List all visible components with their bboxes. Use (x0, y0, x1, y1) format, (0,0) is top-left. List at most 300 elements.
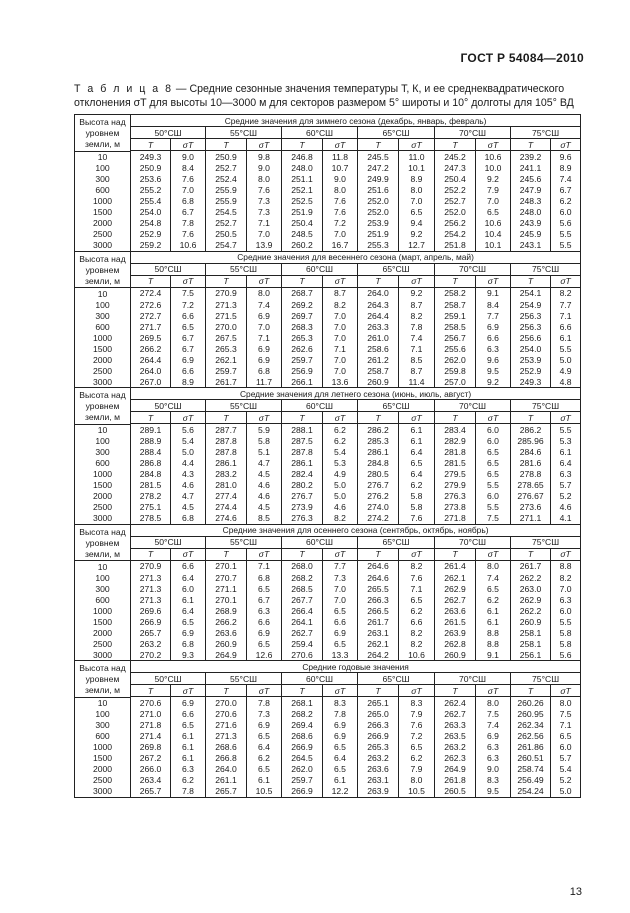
sigma-symbol: σT (399, 685, 435, 697)
sigma-cell: 6.6 (171, 561, 206, 573)
temperature-cell: 270.6 (131, 697, 171, 709)
sigma-symbol: σT (476, 685, 511, 697)
sigma-cell: 6.9 (247, 627, 282, 638)
altitude-cell: 1000 (75, 332, 131, 343)
table-row (75, 469, 581, 480)
temperature-cell: 271.8 (131, 720, 171, 731)
sigma-cell: 6.6 (247, 616, 282, 627)
table-row (75, 502, 581, 513)
sigma-cell: 7.0 (399, 196, 435, 207)
sigma-cell: 5.0 (171, 447, 206, 458)
temperature-cell: 278.2 (131, 491, 171, 502)
temperature-cell: 271.3 (206, 299, 247, 310)
temperature-cell: 255.9 (206, 185, 247, 196)
sigma-cell: 6.6 (171, 709, 206, 720)
table-row (75, 229, 581, 240)
sigma-symbol: σT (476, 139, 511, 151)
temperature-cell: 247.3 (435, 163, 476, 174)
temperature-cell: 279.9 (435, 480, 476, 491)
temperature-cell: 287.8 (206, 447, 247, 458)
sigma-cell: 7.0 (323, 365, 358, 376)
sigma-cell: 4.3 (171, 469, 206, 480)
altitude-cell: 3000 (75, 649, 131, 661)
temperature-cell: 252.4 (206, 174, 247, 185)
sigma-cell: 5.0 (323, 491, 358, 502)
temperature-cell: 266.9 (358, 731, 399, 742)
sigma-cell: 6.5 (247, 638, 282, 649)
temperature-cell: 258.74 (511, 764, 551, 775)
table-row (75, 697, 581, 709)
temperature-cell: 265.3 (282, 332, 323, 343)
temperature-cell: 261.7 (511, 561, 551, 573)
sigma-cell: 6.5 (551, 731, 581, 742)
latitude-header: 60°СШ (282, 536, 358, 548)
sigma-cell: 6.3 (476, 753, 511, 764)
sigma-cell: 8.2 (399, 627, 435, 638)
latitude-header: 55°СШ (206, 673, 282, 685)
sigma-cell: 8.4 (476, 299, 511, 310)
temperature-cell: 268.2 (282, 572, 323, 583)
temperature-cell: 256.3 (511, 321, 551, 332)
sigma-cell: 6.0 (476, 424, 511, 436)
table-row (75, 196, 581, 207)
sigma-cell: 5.5 (476, 502, 511, 513)
altitude-cell: 100 (75, 709, 131, 720)
sigma-symbol: σT (323, 685, 358, 697)
temperature-cell: 262.8 (435, 638, 476, 649)
sigma-cell: 8.0 (323, 185, 358, 196)
altitude-cell: 2500 (75, 229, 131, 240)
temperature-cell: 255.6 (435, 343, 476, 354)
table-row (75, 775, 581, 786)
sigma-cell: 8.7 (399, 299, 435, 310)
temperature-cell: 250.5 (206, 229, 247, 240)
temperature-cell: 251.8 (435, 240, 476, 252)
temperature-cell: 260.9 (358, 376, 399, 388)
temperature-cell: 280.5 (358, 469, 399, 480)
sigma-symbol: σT (399, 275, 435, 287)
sigma-cell: 6.5 (323, 742, 358, 753)
sigma-cell: 6.6 (476, 332, 511, 343)
temperature-cell: 281.8 (435, 447, 476, 458)
temperature-cell: 252.2 (435, 185, 476, 196)
sigma-cell: 4.1 (551, 513, 581, 525)
temperature-cell: 266.3 (358, 720, 399, 731)
temperature-table (74, 114, 581, 798)
sigma-cell: 5.6 (551, 649, 581, 661)
sigma-symbol: σT (551, 548, 581, 560)
temperature-cell: 259.4 (282, 638, 323, 649)
sigma-cell: 8.0 (476, 561, 511, 573)
sigma-cell: 11.0 (399, 151, 435, 163)
temperature-cell: 262.3 (435, 753, 476, 764)
sigma-symbol: σT (399, 139, 435, 151)
sigma-cell: 9.5 (476, 365, 511, 376)
temperature-cell: 254.8 (131, 218, 171, 229)
latitude-header: 75°СШ (511, 673, 581, 685)
altitude-cell: 2000 (75, 218, 131, 229)
sigma-cell: 6.3 (476, 742, 511, 753)
altitude-cell: 10 (75, 424, 131, 436)
temperature-cell: 257.0 (435, 376, 476, 388)
sigma-cell: 6.7 (171, 332, 206, 343)
sigma-symbol: σT (171, 685, 206, 697)
sigma-cell: 6.4 (171, 605, 206, 616)
sigma-cell: 5.9 (247, 424, 282, 436)
t-symbol: T (511, 685, 551, 697)
temperature-cell: 262.0 (435, 354, 476, 365)
sigma-cell: 9.0 (323, 174, 358, 185)
sigma-cell: 6.7 (247, 594, 282, 605)
temperature-cell: 265.1 (358, 697, 399, 709)
sigma-cell: 5.8 (551, 638, 581, 649)
temperature-cell: 260.5 (435, 786, 476, 798)
temperature-cell: 274.0 (358, 502, 399, 513)
temperature-cell: 250.4 (282, 218, 323, 229)
sigma-cell: 5.1 (247, 447, 282, 458)
temperature-cell: 260.2 (282, 240, 323, 252)
latitude-header: 75°СШ (511, 127, 581, 139)
table-row (75, 376, 581, 388)
sigma-cell: 8.0 (476, 697, 511, 709)
temperature-cell: 287.8 (282, 447, 323, 458)
sigma-cell: 6.5 (476, 447, 511, 458)
altitude-header: Высота над уровнем земли, м (75, 251, 131, 288)
temperature-cell: 263.3 (435, 720, 476, 731)
sigma-cell: 7.7 (476, 310, 511, 321)
t-symbol: T (131, 548, 171, 560)
temperature-cell: 264.3 (358, 299, 399, 310)
sigma-cell: 7.0 (247, 229, 282, 240)
table-row (75, 424, 581, 436)
temperature-cell: 251.1 (282, 174, 323, 185)
sigma-cell: 7.9 (476, 185, 511, 196)
sigma-cell: 6.1 (171, 753, 206, 764)
sigma-cell: 4.8 (551, 376, 581, 388)
sigma-cell: 7.0 (551, 583, 581, 594)
temperature-cell: 266.9 (282, 786, 323, 798)
latitude-header: 60°СШ (282, 263, 358, 275)
temperature-cell: 268.1 (282, 697, 323, 709)
section-title: Средние значения для летнего сезона (июнь, июль, август) (131, 388, 581, 400)
temperature-cell: 252.9 (131, 229, 171, 240)
altitude-cell: 1000 (75, 605, 131, 616)
temperature-cell: 260.51 (511, 753, 551, 764)
t-symbol: T (358, 685, 399, 697)
temperature-cell: 261.2 (358, 354, 399, 365)
sigma-cell: 6.4 (399, 469, 435, 480)
temperature-cell: 285.96 (511, 436, 551, 447)
table-row (75, 447, 581, 458)
temperature-cell: 255.3 (358, 240, 399, 252)
symbol-row (75, 275, 581, 287)
temperature-cell: 262.9 (511, 594, 551, 605)
table-caption (74, 82, 594, 110)
temperature-cell: 266.8 (206, 753, 247, 764)
temperature-cell: 286.2 (511, 424, 551, 436)
sigma-cell: 5.4 (171, 436, 206, 447)
altitude-cell: 100 (75, 299, 131, 310)
sigma-cell: 4.6 (551, 502, 581, 513)
sigma-cell: 5.7 (551, 480, 581, 491)
sigma-cell: 16.7 (323, 240, 358, 252)
temperature-cell: 275.1 (131, 502, 171, 513)
sigma-cell: 6.8 (171, 513, 206, 525)
temperature-cell: 249.3 (511, 376, 551, 388)
latitude-header: 60°СШ (282, 400, 358, 412)
t-symbol: T (131, 412, 171, 424)
t-symbol: T (358, 139, 399, 151)
latitude-header: 65°СШ (358, 400, 435, 412)
altitude-cell: 3000 (75, 240, 131, 252)
symbol-row (75, 139, 581, 151)
temperature-cell: 263.6 (206, 627, 247, 638)
temperature-cell: 245.5 (358, 151, 399, 163)
t-symbol: T (435, 548, 476, 560)
table-row (75, 786, 581, 798)
sigma-cell: 7.6 (247, 185, 282, 196)
table-row (75, 764, 581, 775)
temperature-cell: 284.8 (358, 458, 399, 469)
sigma-cell: 8.2 (323, 513, 358, 525)
t-symbol: T (511, 275, 551, 287)
latitude-header: 55°СШ (206, 400, 282, 412)
sigma-cell: 6.5 (171, 616, 206, 627)
sigma-cell: 6.1 (476, 605, 511, 616)
temperature-cell: 250.4 (435, 174, 476, 185)
altitude-cell: 1500 (75, 753, 131, 764)
table-row (75, 163, 581, 174)
altitude-cell: 3000 (75, 786, 131, 798)
temperature-cell: 288.4 (131, 447, 171, 458)
temperature-cell: 278.8 (511, 469, 551, 480)
latitude-row (75, 400, 581, 412)
temperature-cell: 269.2 (282, 299, 323, 310)
sigma-cell: 8.3 (476, 775, 511, 786)
temperature-cell: 289.1 (131, 424, 171, 436)
sigma-cell: 7.1 (247, 218, 282, 229)
sigma-cell: 4.6 (323, 502, 358, 513)
temperature-cell: 274.2 (358, 513, 399, 525)
sigma-cell: 6.2 (171, 775, 206, 786)
t-symbol: T (282, 548, 323, 560)
temperature-cell: 264.1 (282, 616, 323, 627)
sigma-cell: 5.2 (551, 491, 581, 502)
temperature-cell: 254.9 (511, 299, 551, 310)
sigma-cell: 10.6 (171, 240, 206, 252)
sigma-cell: 9.4 (399, 218, 435, 229)
sigma-cell: 4.6 (247, 491, 282, 502)
temperature-cell: 259.7 (206, 365, 247, 376)
t-symbol: T (206, 685, 247, 697)
temperature-cell: 264.0 (131, 365, 171, 376)
temperature-cell: 252.0 (435, 207, 476, 218)
temperature-cell: 254.1 (511, 288, 551, 300)
temperature-cell: 276.3 (435, 491, 476, 502)
altitude-cell: 100 (75, 572, 131, 583)
altitude-cell: 2500 (75, 775, 131, 786)
sigma-cell: 5.6 (171, 424, 206, 436)
sigma-cell: 4.5 (247, 469, 282, 480)
sigma-symbol: σT (323, 412, 358, 424)
table-row (75, 594, 581, 605)
t-symbol: T (511, 548, 551, 560)
sigma-cell: 6.5 (476, 458, 511, 469)
sigma-cell: 7.4 (247, 299, 282, 310)
table-label: Т а б л и ц а 8 (74, 83, 173, 95)
temperature-cell: 271.4 (131, 731, 171, 742)
sigma-cell: 6.3 (476, 343, 511, 354)
sigma-cell: 7.0 (247, 321, 282, 332)
sigma-cell: 13.6 (323, 376, 358, 388)
sigma-cell: 10.5 (399, 786, 435, 798)
sigma-symbol: σT (551, 412, 581, 424)
temperature-cell: 270.7 (206, 572, 247, 583)
sigma-cell: 6.1 (476, 616, 511, 627)
temperature-cell: 258.2 (435, 288, 476, 300)
sigma-cell: 11.7 (247, 376, 282, 388)
sigma-cell: 6.9 (247, 310, 282, 321)
sigma-cell: 13.3 (323, 649, 358, 661)
sigma-cell: 6.2 (399, 753, 435, 764)
temperature-cell: 252.9 (511, 365, 551, 376)
sigma-cell: 7.9 (399, 764, 435, 775)
sigma-cell: 7.8 (399, 321, 435, 332)
symbol-row (75, 548, 581, 560)
sigma-cell: 6.5 (323, 764, 358, 775)
temperature-cell: 270.0 (206, 697, 247, 709)
sigma-cell: 6.4 (323, 753, 358, 764)
altitude-cell: 2000 (75, 764, 131, 775)
sigma-cell: 8.9 (551, 163, 581, 174)
temperature-cell: 268.5 (282, 583, 323, 594)
table-row (75, 742, 581, 753)
sigma-cell: 6.2 (247, 753, 282, 764)
temperature-cell: 262.7 (435, 709, 476, 720)
sigma-cell: 6.8 (171, 638, 206, 649)
sigma-cell: 8.5 (399, 354, 435, 365)
t-symbol: T (282, 275, 323, 287)
sigma-cell: 6.0 (171, 583, 206, 594)
temperature-cell: 286.1 (282, 458, 323, 469)
temperature-cell: 265.7 (206, 786, 247, 798)
latitude-header: 75°СШ (511, 263, 581, 275)
section-title-row (75, 388, 581, 400)
temperature-cell: 264.0 (358, 288, 399, 300)
sigma-cell: 7.1 (399, 343, 435, 354)
sigma-cell: 6.8 (171, 196, 206, 207)
temperature-cell: 252.7 (435, 196, 476, 207)
altitude-header: Высота над уровнем земли, м (75, 388, 131, 425)
temperature-cell: 268.2 (282, 709, 323, 720)
temperature-cell: 258.1 (511, 627, 551, 638)
section-title-row (75, 251, 581, 263)
sigma-cell: 7.1 (323, 343, 358, 354)
sigma-cell: 6.5 (399, 207, 435, 218)
latitude-row (75, 127, 581, 139)
temperature-cell: 261.8 (435, 775, 476, 786)
temperature-cell: 263.9 (435, 627, 476, 638)
temperature-cell: 282.9 (435, 436, 476, 447)
sigma-cell: 5.7 (551, 753, 581, 764)
table-row (75, 185, 581, 196)
sigma-cell: 6.1 (551, 332, 581, 343)
sigma-cell: 7.5 (171, 288, 206, 300)
sigma-cell: 7.4 (476, 720, 511, 731)
sigma-cell: 6.6 (171, 310, 206, 321)
altitude-cell: 300 (75, 447, 131, 458)
sigma-cell: 8.9 (399, 174, 435, 185)
latitude-header: 65°СШ (358, 263, 435, 275)
sigma-cell: 6.0 (476, 491, 511, 502)
sigma-cell: 9.0 (476, 764, 511, 775)
sigma-cell: 7.6 (171, 174, 206, 185)
sigma-symbol: σT (247, 139, 282, 151)
latitude-header: 50°СШ (131, 673, 206, 685)
altitude-cell: 600 (75, 321, 131, 332)
sigma-cell: 8.3 (399, 697, 435, 709)
temperature-cell: 262.7 (282, 627, 323, 638)
temperature-cell: 262.9 (435, 583, 476, 594)
temperature-cell: 260.9 (435, 649, 476, 661)
temperature-cell: 265.0 (358, 709, 399, 720)
temperature-cell: 259.1 (435, 310, 476, 321)
temperature-cell: 265.7 (131, 627, 171, 638)
temperature-cell: 281.5 (435, 458, 476, 469)
t-symbol: T (131, 685, 171, 697)
temperature-cell: 245.2 (435, 151, 476, 163)
temperature-cell: 253.9 (511, 354, 551, 365)
temperature-cell: 285.3 (358, 436, 399, 447)
sigma-cell: 9.3 (171, 649, 206, 661)
temperature-cell: 276.3 (282, 513, 323, 525)
sigma-cell: 9.2 (399, 288, 435, 300)
t-symbol: T (131, 139, 171, 151)
sigma-cell: 5.4 (551, 764, 581, 775)
sigma-cell: 6.5 (399, 742, 435, 753)
sigma-cell: 6.7 (551, 185, 581, 196)
sigma-symbol: σT (323, 139, 358, 151)
temperature-cell: 269.6 (131, 605, 171, 616)
sigma-cell: 7.2 (171, 299, 206, 310)
temperature-cell: 263.2 (435, 742, 476, 753)
t-symbol: T (206, 548, 247, 560)
t-symbol: T (282, 139, 323, 151)
temperature-cell: 254.24 (511, 786, 551, 798)
sigma-cell: 8.8 (551, 561, 581, 573)
altitude-cell: 600 (75, 731, 131, 742)
latitude-header: 60°СШ (282, 127, 358, 139)
temperature-cell: 278.65 (511, 480, 551, 491)
temperature-cell: 252.5 (282, 196, 323, 207)
sigma-cell: 6.1 (247, 775, 282, 786)
sigma-cell: 7.6 (171, 229, 206, 240)
latitude-header: 65°СШ (358, 536, 435, 548)
temperature-cell: 268.3 (282, 321, 323, 332)
sigma-cell: 5.8 (247, 436, 282, 447)
sigma-cell: 10.4 (476, 229, 511, 240)
sigma-cell: 7.0 (323, 332, 358, 343)
temperature-cell: 251.6 (358, 185, 399, 196)
temperature-cell: 281.0 (206, 480, 247, 491)
temperature-cell: 269.5 (131, 332, 171, 343)
temperature-cell: 283.4 (435, 424, 476, 436)
temperature-cell: 246.8 (282, 151, 323, 163)
sigma-cell: 12.6 (247, 649, 282, 661)
temperature-cell: 260.26 (511, 697, 551, 709)
temperature-cell: 256.7 (435, 332, 476, 343)
sigma-cell: 7.0 (323, 310, 358, 321)
